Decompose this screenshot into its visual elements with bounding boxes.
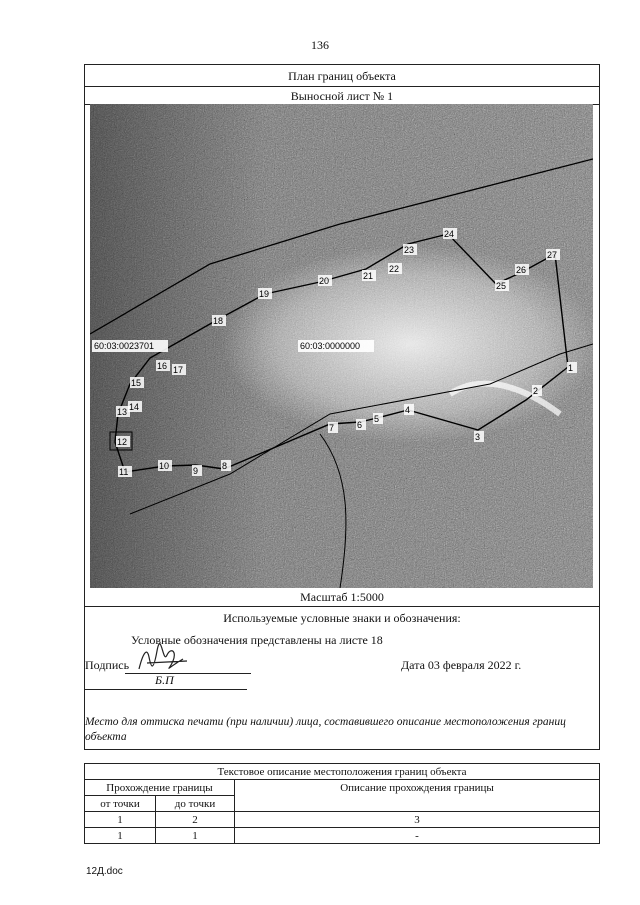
sheet-title: Выносной лист № 1	[290, 89, 394, 103]
cadastral-label-1	[92, 340, 168, 352]
page-number: 136	[311, 38, 329, 52]
svg-text:1: 1	[568, 363, 574, 373]
point-8	[221, 460, 231, 471]
description-table	[84, 763, 600, 844]
svg-text:20: 20	[319, 276, 330, 286]
svg-text:16: 16	[157, 361, 168, 371]
point-7	[328, 422, 338, 433]
point-18	[212, 315, 226, 326]
table-title-row	[85, 764, 600, 780]
signature-line	[125, 673, 251, 674]
legend-title: Используемые условные знаки и обозначения:	[223, 611, 461, 625]
svg-text:25: 25	[496, 281, 507, 291]
cell-to: 2	[156, 812, 235, 828]
svg-text:21: 21	[363, 271, 374, 281]
svg-text:4: 4	[405, 405, 411, 415]
map-scale: Масштаб 1:5000	[300, 590, 384, 604]
from-header: от точки	[85, 796, 156, 812]
cell-from: 1	[85, 828, 156, 844]
point-16	[156, 360, 170, 371]
table-header-row	[85, 780, 600, 796]
svg-text:27: 27	[547, 250, 558, 260]
svg-text:18: 18	[213, 316, 224, 326]
point-24	[443, 228, 457, 239]
point-10	[158, 460, 172, 471]
cell-to: 1	[156, 828, 235, 844]
svg-text:22: 22	[389, 264, 400, 274]
svg-text:15: 15	[131, 378, 142, 388]
cell-desc: -	[235, 828, 600, 844]
signature-initials: Б.П	[155, 673, 174, 687]
aerial-map	[90, 104, 593, 588]
svg-text:3: 3	[475, 432, 481, 442]
point-13	[116, 406, 130, 417]
cell-from: 1	[85, 812, 156, 828]
cadastral-label-2	[298, 340, 374, 352]
svg-text:12: 12	[117, 437, 128, 447]
to-header: до точки	[156, 796, 235, 812]
signature-label: Подпись	[85, 658, 130, 672]
svg-text:24: 24	[444, 229, 455, 239]
point-1	[567, 362, 577, 373]
point-4	[404, 404, 414, 415]
point-9	[192, 465, 202, 476]
map-svg	[90, 104, 593, 588]
point-6	[356, 419, 366, 430]
svg-text:7: 7	[329, 423, 335, 433]
divider	[85, 606, 599, 607]
svg-text:2: 2	[533, 386, 539, 396]
cell-desc: 3	[235, 812, 600, 828]
point-5	[373, 413, 383, 424]
point-26	[515, 264, 529, 275]
point-3	[474, 431, 484, 442]
signature-image	[133, 643, 193, 677]
point-21	[362, 270, 376, 281]
point-19	[258, 288, 272, 299]
group-header: Прохождение границы	[85, 780, 235, 796]
svg-text:11: 11	[119, 467, 129, 477]
table-row	[85, 828, 600, 844]
svg-text:9: 9	[193, 466, 199, 476]
svg-text:17: 17	[173, 365, 184, 375]
point-23	[403, 244, 417, 255]
table-row	[85, 812, 600, 828]
point-11	[118, 466, 132, 477]
svg-text:14: 14	[129, 402, 140, 412]
signature-date: Дата 03 февраля 2022 г.	[401, 658, 522, 672]
svg-text:6: 6	[357, 420, 363, 430]
point-15	[130, 377, 144, 388]
point-27	[546, 249, 560, 260]
svg-text:60:03:0000000: 60:03:0000000	[300, 341, 361, 351]
point-2	[532, 385, 542, 396]
svg-text:19: 19	[259, 289, 270, 299]
plan-title: План границ объекта	[288, 69, 396, 83]
point-22	[388, 263, 402, 274]
point-14	[128, 401, 142, 412]
svg-text:5: 5	[374, 414, 380, 424]
svg-text:26: 26	[516, 265, 527, 275]
table-title: Текстовое описание местоположения границ объекта	[85, 764, 600, 780]
svg-text:10: 10	[159, 461, 170, 471]
stamp-note: Место для оттиска печати (при наличии) лица, составившего описание местоположения границ объекта	[85, 716, 566, 743]
legend-note: Условные обозначения представлены на листе 18	[131, 633, 383, 647]
svg-text:13: 13	[117, 407, 128, 417]
svg-text:23: 23	[404, 245, 415, 255]
svg-text:8: 8	[222, 461, 228, 471]
doc-filename: 12Д.doc	[86, 866, 123, 877]
desc-header: Описание прохождения границы	[235, 780, 600, 812]
point-12	[116, 436, 130, 447]
point-20	[318, 275, 332, 286]
point-25	[495, 280, 509, 291]
divider	[85, 86, 599, 87]
svg-text:60:03:0023701: 60:03:0023701	[94, 341, 155, 351]
signature-line	[85, 689, 247, 690]
point-17	[172, 364, 186, 375]
